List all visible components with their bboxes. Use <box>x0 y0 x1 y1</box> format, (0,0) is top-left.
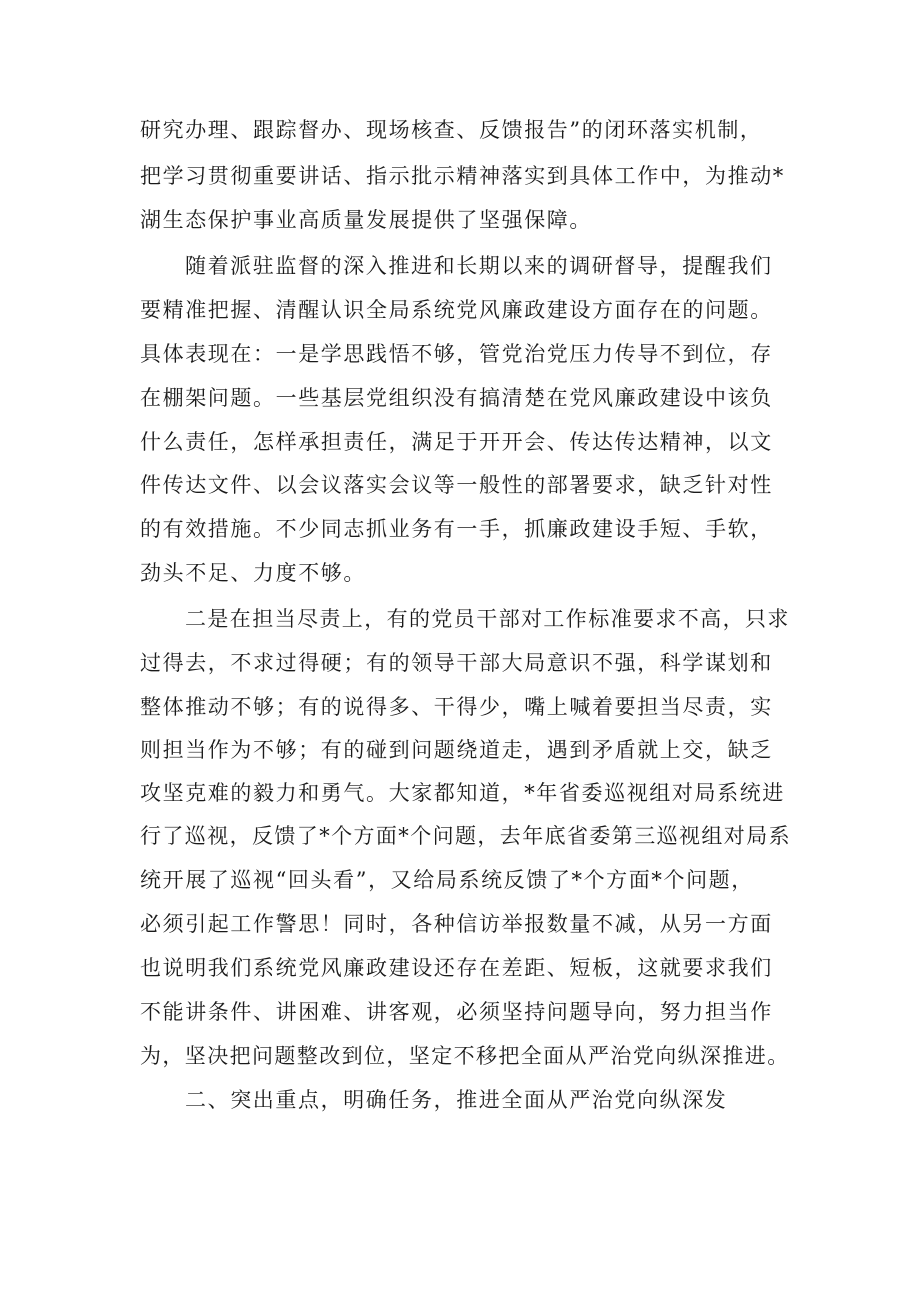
text-line: 件传达文件、以会议落实会议等一般性的部署要求，缺乏针对性 <box>140 473 773 497</box>
text-line: 劲头不足、力度不够。 <box>140 561 366 585</box>
text-line: 湖生态保护事业高质量发展提供了坚强保障。 <box>140 208 592 232</box>
text-line: 什么责任，怎样承担责任，满足于开开会、传达传达精神，以文 <box>140 430 773 454</box>
paragraph-first-line: 随着派驻监督的深入推进和长期以来的调研督导，提醒我们 <box>185 254 773 278</box>
text-line: 过得去，不求过得硬；有的领导干部大局意识不强，科学谋划和 <box>140 651 773 675</box>
text-line: 的有效措施。不少同志抓业务有一手，抓廉政建设手短、手软， <box>140 517 773 541</box>
paragraph-first-line: 二是在担当尽责上，有的党员干部对工作标准要求不高，只求 <box>185 607 790 631</box>
text-line: 研究办理、跟踪督办、现场核查、反馈报告”的闭环落实机制， <box>140 118 763 142</box>
text-line: 为，坚决把问题整改到位，坚定不移把全面从严治党向纵深推进。 <box>140 1044 790 1068</box>
text-line: 攻坚克难的毅力和勇气。大家都知道，*年省委巡视组对局系统进 <box>140 781 785 805</box>
text-line: 则担当作为不够；有的碰到问题绕道走，遇到矛盾就上交，缺乏 <box>140 738 773 762</box>
text-line: 必须引起工作警思！同时，各种信访举报数量不减，从另一方面 <box>140 912 773 936</box>
text-line: 在棚架问题。一些基层党组织没有搞清楚在党风廉政建设中该负 <box>140 386 773 410</box>
text-line: 具体表现在：一是学思践悟不够，管党治党压力传导不到位，存 <box>140 342 773 366</box>
section-heading: 二、突出重点，明确任务，推进全面从严治党向纵深发 <box>185 1088 728 1112</box>
text-line: 整体推动不够；有的说得多、干得少，嘴上喊着要担当尽责，实 <box>140 695 773 719</box>
text-line: 不能讲条件、讲困难、讲客观，必须坚持问题导向，努力担当作 <box>140 1000 773 1024</box>
text-line: 统开展了巡视“回头看”，又给局系统反馈了*个方面*个问题， <box>140 868 754 892</box>
text-line: 把学习贯彻重要讲话、指示批示精神落实到具体工作中，为推动* <box>140 164 785 188</box>
text-line: 也说明我们系统党风廉政建设还存在差距、短板，这就要求我们 <box>140 956 773 980</box>
text-line: 行了巡视，反馈了*个方面*个问题，去年底省委第三巡视组对局系 <box>140 824 791 848</box>
text-line: 要精准把握、清醒认识全局系统党风廉政建设方面存在的问题。 <box>140 298 773 322</box>
